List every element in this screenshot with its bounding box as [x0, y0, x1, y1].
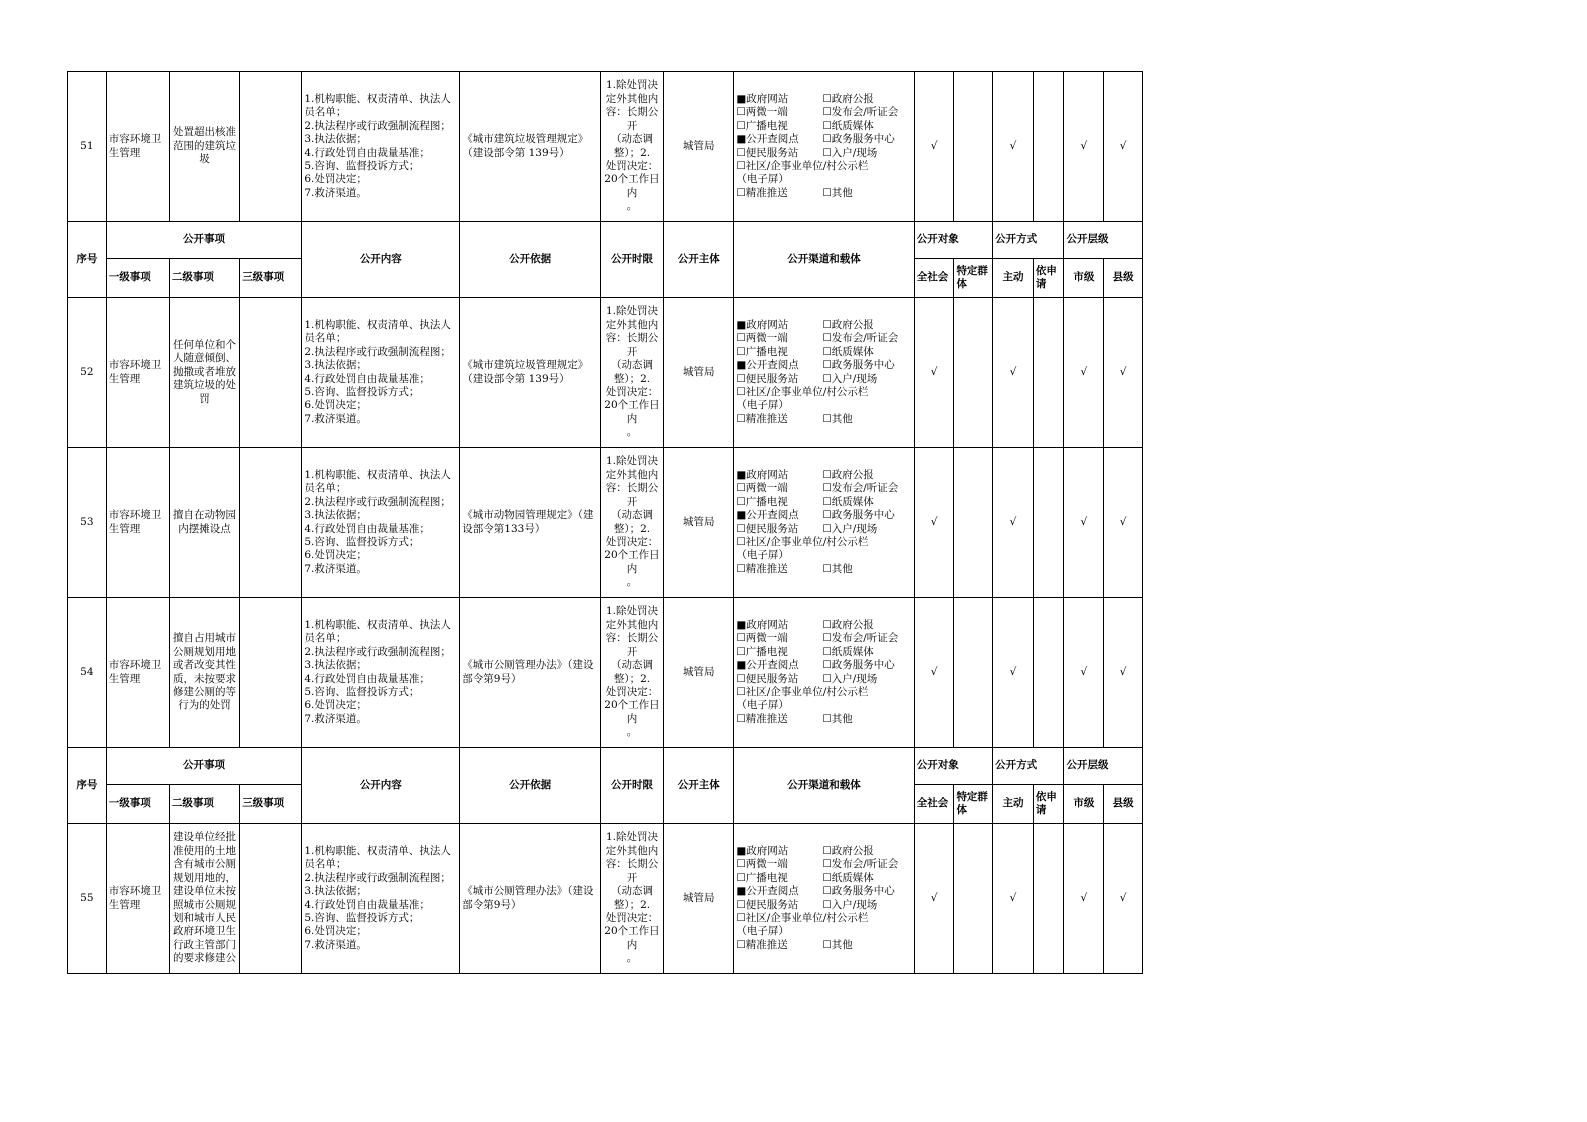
time-line: 20个工作日 [604, 549, 660, 562]
table-row [68, 298, 1143, 448]
channel-option: （电子屏） [736, 925, 789, 938]
level3-cell [240, 824, 302, 974]
time-line: 内 [626, 712, 638, 725]
time-line: 整）；2. [613, 146, 651, 159]
mode-header: 公开方式 [993, 222, 1064, 259]
subject-cell: 城管局 [664, 72, 734, 222]
level2-cell: 处置超出核准范围的建筑垃圾 [169, 72, 239, 222]
subject-header: 公开主体 [664, 748, 734, 824]
channel-option: ☐发布会/听证会 [822, 632, 899, 645]
channel-option: ☐两微一端 [736, 482, 788, 495]
items-header: 公开事项 [106, 222, 302, 259]
channel-option: ☐政府公报 [822, 318, 874, 331]
specific-group-header: 特定群体 [954, 259, 993, 298]
county-check: √ [1104, 72, 1143, 222]
content-line: 员名单； [304, 482, 347, 495]
channel-option: ☐精准推送 [736, 938, 788, 951]
content-line: 4.行政处罚自由裁量基准； [304, 672, 430, 685]
content-line: 7.救济渠道。 [304, 712, 367, 725]
all-society-check: √ [914, 298, 954, 448]
time-line: 开 [626, 495, 638, 508]
time-line: 容：长期公 [605, 482, 659, 495]
channel-option: ☐广播电视 [736, 345, 788, 358]
channel-option: ☐发布会/听证会 [822, 332, 899, 345]
content-line: 5.咨询、监督投诉方式； [304, 685, 420, 698]
channels-header: 公开渠道和载体 [734, 222, 914, 298]
header-row [68, 222, 1143, 259]
content-line: 5.咨询、监督投诉方式； [304, 911, 420, 924]
content-line: 3.执法依据； [304, 133, 367, 146]
content-line: 5.咨询、监督投诉方式； [304, 385, 420, 398]
level1-cell: 市容环境卫生管理 [106, 598, 169, 748]
time-line: 。 [626, 426, 638, 439]
level3-cell [240, 72, 302, 222]
content-line: 5.咨询、监督投诉方式； [304, 159, 420, 172]
time-line: （动态调 [610, 509, 653, 522]
channel-option: ☐政府公报 [822, 468, 874, 481]
channel-option: ☐政府公报 [822, 92, 874, 105]
level3-cell [240, 448, 302, 598]
audience-header: 公开对象 [914, 748, 992, 785]
subject-header: 公开主体 [664, 222, 734, 298]
channel-option: （电子屏） [736, 699, 789, 712]
content-line: 7.救济渠道。 [304, 186, 367, 199]
content-cell [302, 72, 460, 222]
channel-option: ☐纸质媒体 [822, 119, 874, 132]
channels-cell [734, 448, 914, 598]
seq-header: 序号 [68, 748, 107, 824]
specific-group-cell [954, 298, 993, 448]
time-line: （动态调 [610, 885, 653, 898]
time-line: 内 [626, 938, 638, 951]
channel-option: ☐政务服务中心 [822, 885, 895, 898]
time-line: 1.除处罚决 [605, 605, 658, 618]
channel-option: ☐入户/现场 [822, 372, 878, 385]
level3-header: 三级事项 [240, 785, 302, 824]
basis-cell: 《城市公厕管理办法》（建设部令第9号） [460, 824, 601, 974]
basis-header: 公开依据 [460, 748, 601, 824]
subject-cell: 城管局 [664, 824, 734, 974]
time-line: 开 [626, 871, 638, 884]
active-header: 主动 [993, 259, 1034, 298]
channel-option: （电子屏） [736, 399, 789, 412]
seq-header: 序号 [68, 222, 107, 298]
all-society-check: √ [914, 448, 954, 598]
content-line: 4.行政处罚自由裁量基准； [304, 522, 430, 535]
content-line: 1.机构职能、权责清单、执法人 [304, 618, 451, 631]
channel-option: ☐其他 [822, 186, 853, 199]
all-society-check: √ [914, 598, 954, 748]
channel-option: ☐精准推送 [736, 562, 788, 575]
content-line: 2.执法程序或行政强制流程图； [304, 871, 451, 884]
time-line: 容：长期公 [605, 106, 659, 119]
time-line: 。 [626, 200, 638, 213]
channel-option: ☐发布会/听证会 [822, 858, 899, 871]
on-request-cell [1033, 298, 1064, 448]
time-limit-cell [600, 72, 663, 222]
content-line: 2.执法程序或行政强制流程图； [304, 495, 451, 508]
channel-option: ■政府网站 [736, 318, 789, 331]
active-check: √ [993, 72, 1034, 222]
level3-cell [240, 598, 302, 748]
channel-option: ☐精准推送 [736, 712, 788, 725]
all-society-check: √ [914, 824, 954, 974]
content-line: 7.救济渠道。 [304, 412, 367, 425]
level2-cell: 擅自在动物园内摆摊设点 [169, 448, 239, 598]
channel-option: ☐便民服务站 [736, 898, 799, 911]
time-line: 处罚决定： [605, 385, 659, 398]
channel-option: ☐政府公报 [822, 844, 874, 857]
time-limit-header: 公开时限 [600, 222, 663, 298]
content-line: 4.行政处罚自由裁量基准； [304, 146, 430, 159]
channels-cell [734, 598, 914, 748]
content-line: 1.机构职能、权责清单、执法人 [304, 468, 451, 481]
on-request-header: 依申请 [1033, 785, 1064, 824]
specific-group-cell [954, 448, 993, 598]
seq-cell: 53 [68, 448, 107, 598]
content-line: 2.执法程序或行政强制流程图； [304, 119, 451, 132]
channel-option: ☐社区/企事业单位/村公示栏 [736, 911, 869, 924]
channel-option: ☐入户/现场 [822, 146, 878, 159]
basis-cell: 《城市建筑垃圾管理规定》（建设部令第 139号） [460, 72, 601, 222]
channel-option: （电子屏） [736, 173, 789, 186]
level-header: 公开层级 [1064, 748, 1143, 785]
on-request-cell [1033, 824, 1064, 974]
time-line: 内 [626, 562, 638, 575]
time-line: 处罚决定： [605, 535, 659, 548]
disclosure-table [67, 71, 1143, 974]
mode-header: 公开方式 [993, 748, 1064, 785]
content-line: 2.执法程序或行政强制流程图； [304, 645, 451, 658]
header-row [68, 748, 1143, 785]
on-request-cell [1033, 72, 1064, 222]
level2-cell: 建设单位经批准使用的土地含有城市公厕规划用地的，建设单位未按照城市公厕规划和城市人民政府环境卫生行政主管部门的要求修建公 [169, 824, 239, 974]
basis-cell: 《城市动物园管理规定》（建设部令第133号） [460, 448, 601, 598]
time-line: 1.除处罚决 [605, 79, 658, 92]
channel-option: ☐社区/企事业单位/村公示栏 [736, 159, 869, 172]
channel-option: ☐广播电视 [736, 119, 788, 132]
city-check: √ [1064, 72, 1104, 222]
time-line: （动态调 [610, 359, 653, 372]
table-row [68, 448, 1143, 598]
time-line: 定外其他内 [605, 618, 659, 631]
time-line: 开 [626, 645, 638, 658]
channel-option: ☐纸质媒体 [822, 645, 874, 658]
channel-option: ☐精准推送 [736, 412, 788, 425]
specific-group-cell [954, 72, 993, 222]
active-check: √ [993, 598, 1034, 748]
county-header: 县级 [1104, 785, 1143, 824]
level2-header: 二级事项 [169, 259, 239, 298]
seq-cell: 54 [68, 598, 107, 748]
city-check: √ [1064, 598, 1104, 748]
channel-option: ☐入户/现场 [822, 898, 878, 911]
channel-option: ☐两微一端 [736, 332, 788, 345]
county-check: √ [1104, 448, 1143, 598]
time-line: 20个工作日 [604, 173, 660, 186]
level1-header: 一级事项 [106, 785, 169, 824]
channel-option: ☐广播电视 [736, 495, 788, 508]
time-line: 1.除处罚决 [605, 305, 658, 318]
time-limit-header: 公开时限 [600, 748, 663, 824]
time-line: 定外其他内 [605, 844, 659, 857]
content-line: 4.行政处罚自由裁量基准； [304, 372, 430, 385]
channel-option: ☐广播电视 [736, 645, 788, 658]
level3-cell [240, 298, 302, 448]
content-cell [302, 448, 460, 598]
channel-option: ☐纸质媒体 [822, 495, 874, 508]
active-check: √ [993, 824, 1034, 974]
level2-cell: 任何单位和个人随意倾倒、抛撒或者堆放建筑垃圾的处罚 [169, 298, 239, 448]
content-header: 公开内容 [302, 748, 460, 824]
content-line: 6.处罚决定； [304, 699, 367, 712]
seq-cell: 52 [68, 298, 107, 448]
time-line: 20个工作日 [604, 399, 660, 412]
time-line: 定外其他内 [605, 468, 659, 481]
seq-cell: 51 [68, 72, 107, 222]
channel-option: ■政府网站 [736, 468, 789, 481]
channel-option: ☐发布会/听证会 [822, 106, 899, 119]
all-society-header: 全社会 [914, 785, 954, 824]
channel-option: ■公开查阅点 [736, 359, 799, 372]
content-line: 5.咨询、监督投诉方式； [304, 535, 420, 548]
time-line: 整）；2. [613, 898, 651, 911]
channels-cell [734, 298, 914, 448]
channel-option: ☐纸质媒体 [822, 345, 874, 358]
content-line: 3.执法依据； [304, 359, 367, 372]
time-line: 定外其他内 [605, 92, 659, 105]
channel-option: ☐社区/企事业单位/村公示栏 [736, 535, 869, 548]
channel-option: ☐精准推送 [736, 186, 788, 199]
time-line: 内 [626, 412, 638, 425]
channel-option: ☐两微一端 [736, 858, 788, 871]
city-check: √ [1064, 298, 1104, 448]
content-line: 1.机构职能、权责清单、执法人 [304, 92, 451, 105]
channel-option: ■公开查阅点 [736, 659, 799, 672]
channel-option: ☐两微一端 [736, 632, 788, 645]
subject-cell: 城管局 [664, 298, 734, 448]
level2-header: 二级事项 [169, 785, 239, 824]
channel-option: ■公开查阅点 [736, 885, 799, 898]
content-line: 员名单； [304, 632, 347, 645]
all-society-check: √ [914, 72, 954, 222]
content-line: 4.行政处罚自由裁量基准； [304, 898, 430, 911]
content-line: 7.救济渠道。 [304, 562, 367, 575]
time-line: 处罚决定： [605, 911, 659, 924]
time-limit-cell [600, 598, 663, 748]
city-header: 市级 [1064, 259, 1104, 298]
channel-option: ■政府网站 [736, 844, 789, 857]
channel-option: ■公开查阅点 [736, 509, 799, 522]
county-check: √ [1104, 298, 1143, 448]
channel-option: ☐便民服务站 [736, 672, 799, 685]
channel-option: ■公开查阅点 [736, 133, 799, 146]
active-check: √ [993, 298, 1034, 448]
time-line: （动态调 [610, 659, 653, 672]
basis-cell: 《城市公厕管理办法》（建设部令第9号） [460, 598, 601, 748]
channels-header: 公开渠道和载体 [734, 748, 914, 824]
on-request-cell [1033, 598, 1064, 748]
content-line: 1.机构职能、权责清单、执法人 [304, 844, 451, 857]
channel-option: ☐政务服务中心 [822, 133, 895, 146]
items-header: 公开事项 [106, 748, 302, 785]
channels-cell [734, 72, 914, 222]
time-line: 开 [626, 345, 638, 358]
time-limit-cell [600, 448, 663, 598]
channel-option: ☐纸质媒体 [822, 871, 874, 884]
channels-cell [734, 824, 914, 974]
content-line: 员名单； [304, 858, 347, 871]
time-line: 容：长期公 [605, 632, 659, 645]
content-cell [302, 598, 460, 748]
table-row [68, 72, 1143, 222]
content-line: 7.救济渠道。 [304, 938, 367, 951]
on-request-header: 依申请 [1033, 259, 1064, 298]
channel-option: ☐社区/企事业单位/村公示栏 [736, 685, 869, 698]
channel-option: ☐两微一端 [736, 106, 788, 119]
time-line: 定外其他内 [605, 318, 659, 331]
table-row [68, 824, 1143, 974]
channel-option: ☐便民服务站 [736, 372, 799, 385]
time-line: 整）；2. [613, 522, 651, 535]
content-cell [302, 824, 460, 974]
channel-option: ☐入户/现场 [822, 672, 878, 685]
on-request-cell [1033, 448, 1064, 598]
time-line: （动态调 [610, 133, 653, 146]
time-line: 。 [626, 952, 638, 965]
channel-option: ■政府网站 [736, 92, 789, 105]
channel-option: ☐入户/现场 [822, 522, 878, 535]
time-limit-cell [600, 298, 663, 448]
level1-cell: 市容环境卫生管理 [106, 448, 169, 598]
channel-option: ☐政务服务中心 [822, 359, 895, 372]
time-line: 20个工作日 [604, 925, 660, 938]
city-check: √ [1064, 824, 1104, 974]
level3-header: 三级事项 [240, 259, 302, 298]
level1-header: 一级事项 [106, 259, 169, 298]
specific-group-cell [954, 598, 993, 748]
all-society-header: 全社会 [914, 259, 954, 298]
basis-cell: 《城市建筑垃圾管理规定》（建设部令第 139号） [460, 298, 601, 448]
channel-option: ☐发布会/听证会 [822, 482, 899, 495]
content-line: 6.处罚决定； [304, 549, 367, 562]
time-line: 容：长期公 [605, 858, 659, 871]
level-header: 公开层级 [1064, 222, 1143, 259]
content-line: 2.执法程序或行政强制流程图； [304, 345, 451, 358]
time-line: 处罚决定： [605, 159, 659, 172]
city-header: 市级 [1064, 785, 1104, 824]
time-limit-cell [600, 824, 663, 974]
time-line: 整）；2. [613, 372, 651, 385]
time-line: 处罚决定： [605, 685, 659, 698]
level2-cell: 擅自占用城市公厕规划用地或者改变其性质，未按要求修建公厕的等行为的处罚 [169, 598, 239, 748]
city-check: √ [1064, 448, 1104, 598]
specific-group-header: 特定群体 [954, 785, 993, 824]
time-line: 20个工作日 [604, 699, 660, 712]
channel-option: ☐其他 [822, 562, 853, 575]
time-line: 开 [626, 119, 638, 132]
basis-header: 公开依据 [460, 222, 601, 298]
time-line: 内 [626, 186, 638, 199]
content-line: 3.执法依据； [304, 659, 367, 672]
time-line: 整）；2. [613, 672, 651, 685]
active-header: 主动 [993, 785, 1034, 824]
content-header: 公开内容 [302, 222, 460, 298]
content-line: 6.处罚决定； [304, 925, 367, 938]
content-line: 6.处罚决定； [304, 399, 367, 412]
level1-cell: 市容环境卫生管理 [106, 824, 169, 974]
active-check: √ [993, 448, 1034, 598]
content-line: 员名单； [304, 106, 347, 119]
channel-option: ☐其他 [822, 712, 853, 725]
content-line: 3.执法依据； [304, 885, 367, 898]
seq-cell: 55 [68, 824, 107, 974]
channel-option: ■政府网站 [736, 618, 789, 631]
channel-option: （电子屏） [736, 549, 789, 562]
channel-option: ☐政务服务中心 [822, 659, 895, 672]
channel-option: ☐其他 [822, 938, 853, 951]
subject-cell: 城管局 [664, 598, 734, 748]
content-cell [302, 298, 460, 448]
time-line: 1.除处罚决 [605, 831, 658, 844]
channel-option: ☐其他 [822, 412, 853, 425]
level1-cell: 市容环境卫生管理 [106, 298, 169, 448]
content-line: 6.处罚决定； [304, 173, 367, 186]
time-line: 容：长期公 [605, 332, 659, 345]
channel-option: ☐社区/企事业单位/村公示栏 [736, 385, 869, 398]
county-header: 县级 [1104, 259, 1143, 298]
channel-option: ☐便民服务站 [736, 522, 799, 535]
audience-header: 公开对象 [914, 222, 992, 259]
county-check: √ [1104, 598, 1143, 748]
content-line: 员名单； [304, 332, 347, 345]
table-row [68, 598, 1143, 748]
level1-cell: 市容环境卫生管理 [106, 72, 169, 222]
subject-cell: 城管局 [664, 448, 734, 598]
channel-option: ☐政务服务中心 [822, 509, 895, 522]
content-line: 1.机构职能、权责清单、执法人 [304, 318, 451, 331]
channel-option: ☐便民服务站 [736, 146, 799, 159]
time-line: 1.除处罚决 [605, 455, 658, 468]
channel-option: ☐政府公报 [822, 618, 874, 631]
time-line: 。 [626, 726, 638, 739]
channel-option: ☐广播电视 [736, 871, 788, 884]
content-line: 3.执法依据； [304, 509, 367, 522]
county-check: √ [1104, 824, 1143, 974]
specific-group-cell [954, 824, 993, 974]
time-line: 。 [626, 576, 638, 589]
